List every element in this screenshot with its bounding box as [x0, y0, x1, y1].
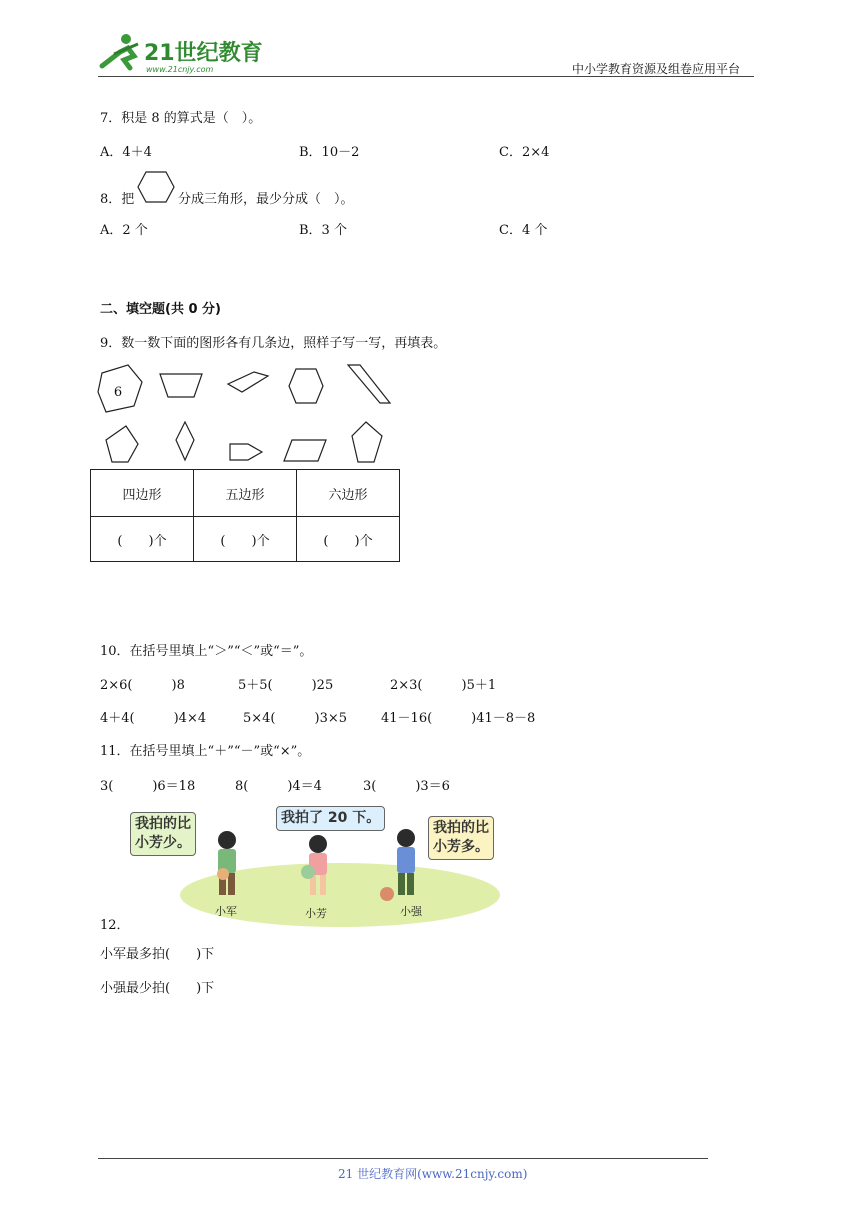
speech-bubble-middle: 我拍了 20 下。: [276, 806, 385, 831]
table-answer-pentagon: ( )个: [194, 517, 297, 562]
q11-item-2: 8( )4＝4: [235, 779, 322, 794]
kid-name-right: 小强: [400, 905, 422, 918]
q8-stem-end: 分成三角形，最少分成（ ）。: [178, 192, 354, 207]
q8-option-c: C．4 个: [499, 223, 548, 238]
q9-answer-table: [90, 469, 400, 562]
hexagon-figure: [136, 170, 176, 204]
shape-rhombus-1: [228, 372, 268, 392]
kid-name-left: 小军: [215, 905, 237, 918]
kids-bouncing-ball-illustration: [130, 802, 512, 930]
shape-pentagon-2: [352, 422, 382, 462]
q11-item-3: 3( )3＝6: [363, 779, 450, 794]
shape-parallelogram-2: [284, 440, 326, 461]
q12-line-1: 小军最多拍( )下: [100, 947, 215, 962]
q10-item-2: 5＋5( )25: [238, 678, 334, 693]
shape-parallelogram-1: [348, 365, 390, 403]
table-header-pentagon: 五边形: [194, 470, 297, 517]
table-answer-hexagon: ( )个: [297, 517, 400, 562]
shape-rhombus-2: [176, 422, 194, 460]
footer-link[interactable]: 21 世纪教育网(www.21cnjy.com): [338, 1167, 528, 1181]
svg-text:21世纪教育: 21世纪教育: [144, 41, 263, 66]
q8-option-b: B．3 个: [299, 223, 347, 238]
q10-item-6: 41－16( )41－8－8: [381, 711, 536, 726]
q8-stem-start: 8．把: [100, 192, 135, 207]
table-header-hexagon: 六边形: [297, 470, 400, 517]
speech-bubble-right: 我拍的比 小芳多。: [428, 816, 494, 860]
q7-option-b: B．10－2: [299, 145, 360, 160]
q8-option-a: A．2 个: [100, 223, 148, 238]
q10-item-3: 2×3( )5＋1: [390, 678, 497, 693]
speech-bubble-left: 我拍的比 小芳少。: [130, 812, 196, 856]
example-side-count: 6: [113, 385, 123, 400]
q10-stem: 10．在括号里填上“＞”“＜”或“＝”。: [100, 644, 313, 659]
q12-number: 12．: [100, 918, 130, 933]
shape-hexagon-2: [289, 369, 323, 403]
q11-stem: 11．在括号里填上“＋”“－”或“×”。: [100, 744, 311, 759]
table-header-quadrilateral: 四边形: [91, 470, 194, 517]
site-logo: [94, 30, 264, 76]
shape-arrow-pentagon: [230, 444, 262, 460]
shape-trapezoid-1: [160, 374, 202, 397]
shape-pentagon-1: [106, 426, 138, 462]
q11-item-1: 3( )6＝18: [100, 779, 196, 794]
footer-divider: [98, 1158, 708, 1159]
kid-name-middle: 小芳: [305, 907, 327, 920]
runner-logo-icon: [102, 34, 138, 68]
q7-option-c: C．2×4: [499, 145, 550, 160]
q10-item-1: 2×6( )8: [100, 678, 185, 693]
q7-stem: 7．积是 8 的算式是（ ）。: [100, 111, 262, 126]
section-title: 二、填空题(共 0 分): [100, 302, 221, 317]
q7-option-a: A．4＋4: [100, 145, 152, 160]
q12-line-2: 小强最少拍( )下: [100, 981, 215, 996]
svg-text:www.21cnjy.com: www.21cnjy.com: [146, 65, 214, 74]
header-right-text: 中小学教育资源及组卷应用平台: [572, 62, 741, 76]
table-answer-quadrilateral: ( )个: [91, 517, 194, 562]
header-divider: [98, 76, 754, 77]
q10-item-5: 5×4( )3×5: [243, 711, 348, 726]
q10-item-4: 4＋4( )4×4: [100, 711, 207, 726]
q9-stem: 9．数一数下面的图形各有几条边，照样子写一写，再填表。: [100, 336, 447, 351]
polygon-shapes-figure: [90, 360, 410, 470]
